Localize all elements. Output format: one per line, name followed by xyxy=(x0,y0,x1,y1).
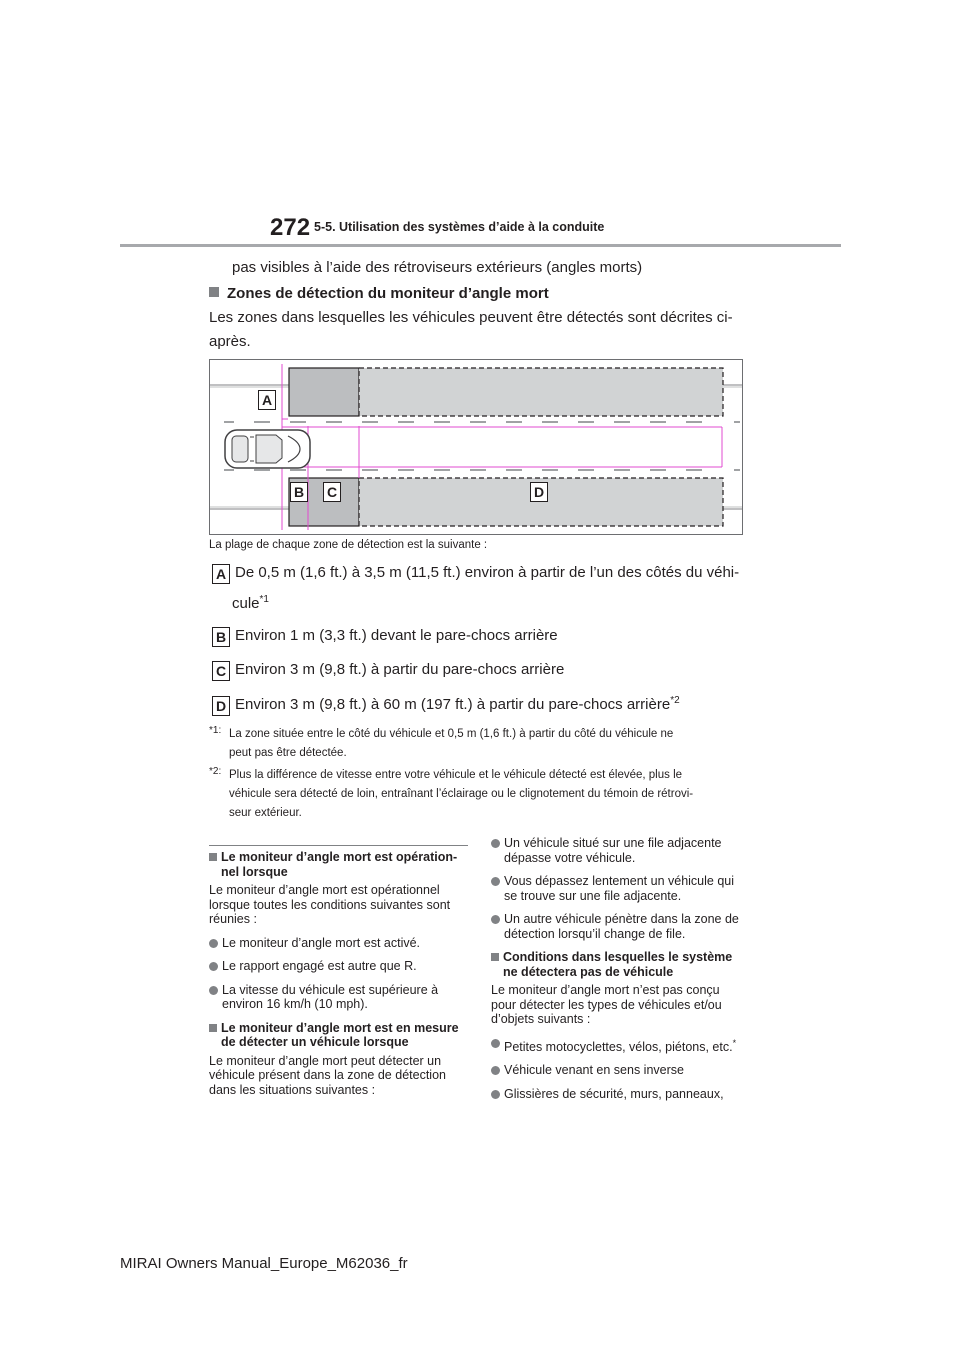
right-bullet-1: Un véhicule situé sur une file adjacente dépasse votre véhicule. xyxy=(491,836,753,865)
left-column xyxy=(209,850,471,1097)
zone-label-b: B xyxy=(290,482,308,502)
footnote-1-line1: La zone située entre le côté du véhicule et 0,5 m (1,6 ft.) à partir du côté du véhicule ne xyxy=(229,728,674,740)
right-heading: Conditions dans lesquelles le système ne détectera pas de véhicule xyxy=(491,950,753,979)
square-bullet-icon xyxy=(491,953,499,961)
footnote-2-line2: véhicule sera détecté de loin, entraînant l’éclairage ou le clignotement du témoin de rétrovi- xyxy=(229,788,694,800)
round-bullet-icon xyxy=(209,939,218,948)
car-icon xyxy=(225,430,310,468)
left-para-1: Le moniteur d’angle mort est opérationnel lorsque toutes les conditions suivantes sont réunies : xyxy=(209,883,451,926)
range-key-c: C xyxy=(212,661,230,681)
zone-label-c: C xyxy=(323,482,341,502)
range-d xyxy=(212,695,680,716)
round-bullet-icon xyxy=(491,915,500,924)
intro-paragraph xyxy=(209,306,733,354)
left-bullet-1: Le moniteur d’angle mort est activé. xyxy=(209,936,471,951)
right-bullet-4-note: * xyxy=(732,1037,737,1048)
left-heading-1: Le moniteur d’angle mort est opération- nel lorsque xyxy=(209,850,471,879)
section-title: 5-5. Utilisation des systèmes d’aide à la conduite xyxy=(314,220,605,234)
footnote-1-mark: *1: xyxy=(209,725,222,736)
right-para: Le moniteur d’angle mort n’est pas conçu pour détecter les types de véhicules et/ou d’objets suivants : xyxy=(491,983,722,1026)
footnote-2-mark: *2: xyxy=(209,766,222,777)
footnote-1-line2: peut pas être détectée. xyxy=(229,747,347,759)
detection-zone-diagram xyxy=(209,359,743,535)
round-bullet-icon xyxy=(491,1039,500,1048)
right-bullet-2: Vous dépassez lentement un véhicule qui se trouve sur une file adjacente. xyxy=(491,874,753,903)
left-bullet-2: Le rapport engagé est autre que R. xyxy=(209,959,471,974)
square-bullet-icon xyxy=(209,1024,217,1032)
range-a-note: *1 xyxy=(259,594,269,605)
range-a-line1: De 0,5 m (1,6 ft.) à 3,5 m (11,5 ft.) environ à partir de l’un des côtés du véhi- xyxy=(235,564,740,581)
left-heading-2: Le moniteur d’angle mort est en mesure de détecter un véhicule lorsque xyxy=(209,1021,471,1050)
round-bullet-icon xyxy=(491,839,500,848)
right-column xyxy=(491,836,753,1101)
footnote-1 xyxy=(209,725,673,763)
left-para-2: Le moniteur d’angle mort peut détecter un véhicule présent dans la zone de détection dans les situations suivantes : xyxy=(209,1053,446,1097)
square-bullet-icon xyxy=(209,287,219,297)
intro-line-1: Les zones dans lesquelles les véhicules peuvent être détectés sont décrites ci- xyxy=(209,309,733,326)
right-bullet-5: Véhicule venant en sens inverse xyxy=(491,1063,753,1078)
zone-d-top xyxy=(359,368,723,416)
intro-line-2: après. xyxy=(209,333,251,350)
range-key-b: B xyxy=(212,627,230,647)
page-footer: MIRAI Owners Manual_Europe_M62036_fr xyxy=(120,1255,408,1272)
range-b xyxy=(212,627,558,647)
range-a-cont xyxy=(232,594,269,612)
section-heading xyxy=(209,282,549,306)
range-d-text: Environ 3 m (9,8 ft.) à 60 m (197 ft.) à partir du pare-chocs arrière xyxy=(235,696,671,713)
range-a xyxy=(212,564,739,584)
round-bullet-icon xyxy=(209,986,218,995)
footnote-2 xyxy=(209,766,693,823)
range-c xyxy=(212,661,564,681)
range-b-text: Environ 1 m (3,3 ft.) devant le pare-chocs arrière xyxy=(235,627,558,644)
round-bullet-icon xyxy=(491,877,500,886)
footnote-2-line1: Plus la différence de vitesse entre votre véhicule et le véhicule détecté est élevée, plus le xyxy=(229,769,683,781)
left-bullet-3: La vitesse du véhicule est supérieure à environ 16 km/h (10 mph). xyxy=(209,983,471,1012)
round-bullet-icon xyxy=(209,962,218,971)
zone-label-a: A xyxy=(258,390,276,410)
right-bullet-6: Glissières de sécurité, murs, panneaux, xyxy=(491,1087,753,1102)
section-heading-text: Zones de détection du moniteur d’angle mort xyxy=(227,285,549,302)
continuation-text: pas visibles à l’aide des rétroviseurs extérieurs (angles morts) xyxy=(232,259,643,276)
footnote-2-line3: seur extérieur. xyxy=(229,807,302,819)
header-rule xyxy=(120,244,841,247)
diagram-caption: La plage de chaque zone de détection est la suivante : xyxy=(209,539,488,551)
round-bullet-icon xyxy=(491,1066,500,1075)
range-d-note: *2 xyxy=(670,695,680,706)
range-key-a: A xyxy=(212,564,230,584)
round-bullet-icon xyxy=(491,1090,500,1099)
right-bullet-4: Petites motocyclettes, vélos, piétons, etc.* xyxy=(491,1036,753,1055)
page-number: 272 xyxy=(270,214,311,241)
square-bullet-icon xyxy=(209,853,217,861)
range-c-text: Environ 3 m (9,8 ft.) à partir du pare-chocs arrière xyxy=(235,661,565,678)
range-key-d: D xyxy=(212,696,230,716)
range-a-line2: cule xyxy=(232,595,260,612)
zone-a-near-top xyxy=(289,368,359,416)
detection-zone-svg xyxy=(210,360,742,534)
zone-label-d: D xyxy=(530,482,548,502)
right-bullet-3: Un autre véhicule pénètre dans la zone de détection lorsqu’il change de file. xyxy=(491,912,753,941)
column-rule xyxy=(209,845,468,846)
